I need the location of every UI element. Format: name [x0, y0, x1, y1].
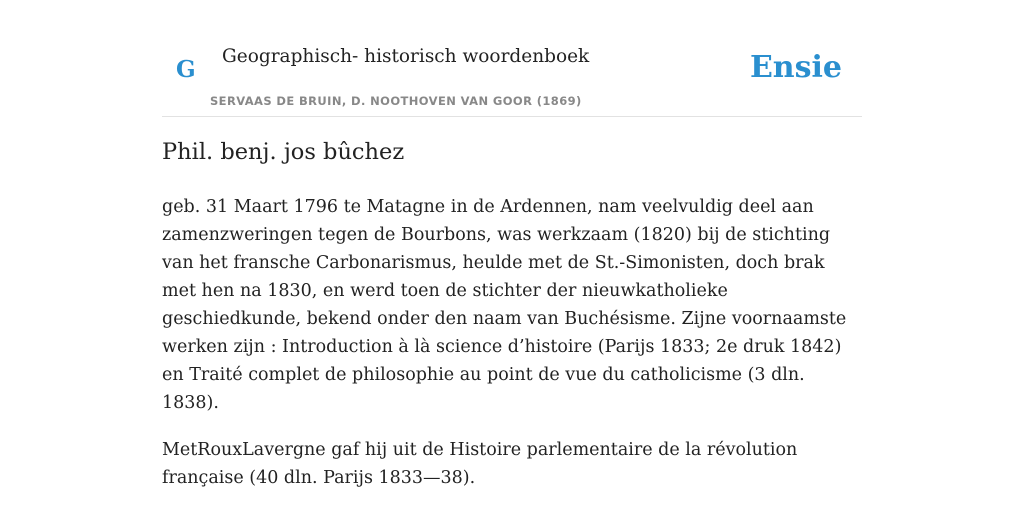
- book-author: SERVAAS DE BRUIN, D. NOOTHOVEN VAN GOOR (1869): [210, 94, 582, 108]
- ensie-logo[interactable]: Ensie: [749, 50, 842, 85]
- book-letter-icon[interactable]: G: [176, 56, 196, 83]
- entry-body: [162, 193, 862, 511]
- entry-paragraph: MetRouxLavergne gaf hij uit de Histoire parlementaire de la révolution française (40 dln. Parijs 1833—38).: [162, 440, 798, 488]
- entry-title: Phil. benj. jos bûchez: [162, 139, 405, 165]
- book-title[interactable]: Geographisch- historisch woordenboek: [222, 46, 590, 67]
- page: [162, 0, 862, 488]
- entry-paragraph: geb. 31 Maart 1796 te Matagne in de Ardennen, nam veelvuldig deel aan zamenzweringen tegen de Bourbons, was werkzaam (1820) bij de stichting van het fransche Carbonarismus, heulde met de St.-Simonisten, doch brak met hen na 1830, en werd toen de stichter der nieuwkatholieke geschiedkunde, bekend onder den naam van Buchésisme. Zijne voornaamste werken zijn : Introduction à là science d’histoire (Parijs 1833; 2e druk 1842) en Traité complet de philosophie au point de vue du catholicisme (3 dln. 1838).: [162, 197, 847, 413]
- header: [162, 0, 862, 117]
